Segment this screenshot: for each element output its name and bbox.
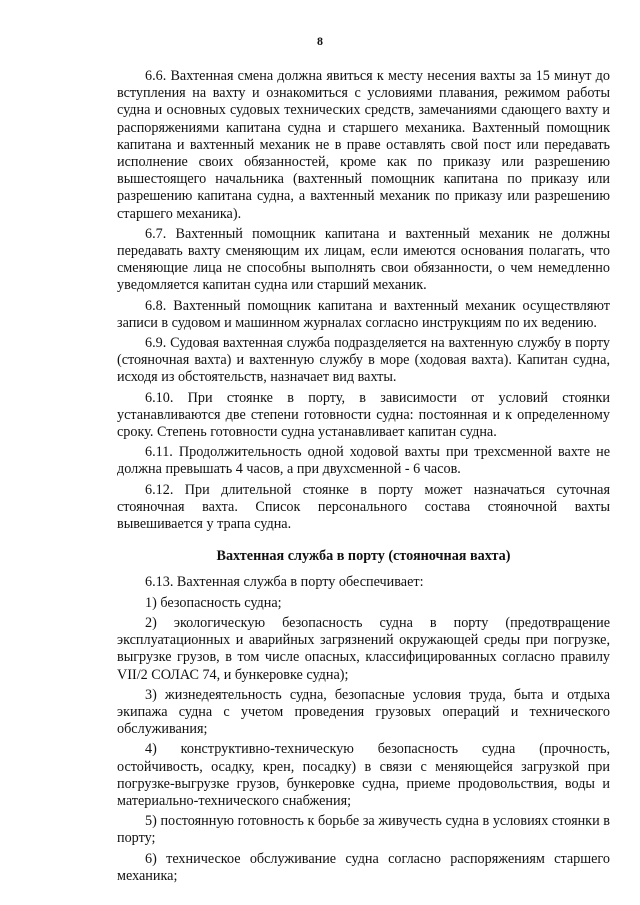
- paragraph-6-6: 6.6. Вахтенная смена должна явиться к месту несения вахты за 15 минут до вступления на вахту и ознакомиться с условиями плавания, режимом работы судна и основных судовых технических средств, замечаниями сдающего вахту и распоряжениями капитана судна и старшего механика. Вахтенный помощник капитана и вахтенный механик не в праве оставлять свой пост или передавать исполнение своих обязанностей, кроме как по приказу или разрешению вышестоящего начальника (вахтенный помощник капитана по приказу или разрешению капитана судна, а вахтенный механик по приказу или разрешению старшего механика).: [117, 68, 610, 222]
- paragraph-6-9: 6.9. Судовая вахтенная служба подразделяется на вахтенную службу в порту (стояночная вахта) и вахтенную службу в море (ходовая вахта). Капитан судна, исходя из обстоятельств, назначает вид вахты.: [117, 335, 610, 386]
- paragraph-6-10: 6.10. При стоянке в порту, в зависимости от условий стоянки устанавливаются две степени готовности судна: постоянная и к определенному сроку. Степень готовности судна устанавливает капитан судна.: [117, 389, 610, 441]
- paragraph-6-13: 6.13. Вахтенная служба в порту обеспечивает:: [145, 574, 424, 591]
- list-item-1: 1) безопасность судна;: [145, 594, 282, 611]
- list-item-2: 2) экологическую безопасность судна в порту (предотвращение эксплуатационных и аварийных загрязнений окружающей среды при погрузке, выгрузке грузов, в том числе опасных, классифицированных согласно правилу VII/2 СОЛАС 74, и бункеровке судна);: [117, 614, 610, 683]
- list-item-3: 3) жизнедеятельность судна, безопасные условия труда, быта и отдыха экипажа судна с учетом проведения грузовых операций и технического обслуживания;: [117, 686, 610, 738]
- list-item-5: 5) постоянную готовность к борьбе за живучесть судна в условиях стоянки в порту;: [117, 813, 610, 847]
- paragraph-6-7: 6.7. Вахтенный помощник капитана и вахтенный механик не должны передавать вахту сменяющим их лицам, если имеются основания полагать, что сменяющие лица не способны выполнять свои обязанности, о чем немедленно уведомляется капитан судна или старший механик.: [117, 225, 610, 294]
- page-number: 8: [317, 34, 323, 48]
- paragraph-6-11: 6.11. Продолжительность одной ходовой вахты при трехсменной вахте не должна превышать 4 часов, а при двухсменной - 6 часов.: [117, 444, 610, 478]
- paragraph-6-12: 6.12. При длительной стоянке в порту может назначаться суточная стояночная вахта. Список персонального состава стояночной вахты вывешивается у трапа судна.: [117, 481, 610, 533]
- paragraph-6-8: 6.8. Вахтенный помощник капитана и вахтенный механик осуществляют записи в судовом и машинном журналах согласно инструкциям по их ведению.: [117, 297, 610, 331]
- section-heading: Вахтенная служба в порту (стояночная вахта): [216, 548, 511, 565]
- list-item-4: 4) конструктивно-техническую безопасность судна (прочность, остойчивость, осадку, крен, посадку) в связи с меняющейся загрузкой при погрузке-выгрузке грузов, бункеровке судна, приеме продовольствия, воды и материально-технического снабжения;: [117, 741, 610, 809]
- list-item-6: 6) техническое обслуживание судна согласно распоряжениям старшего механика;: [117, 850, 610, 884]
- document-body: [117, 68, 610, 885]
